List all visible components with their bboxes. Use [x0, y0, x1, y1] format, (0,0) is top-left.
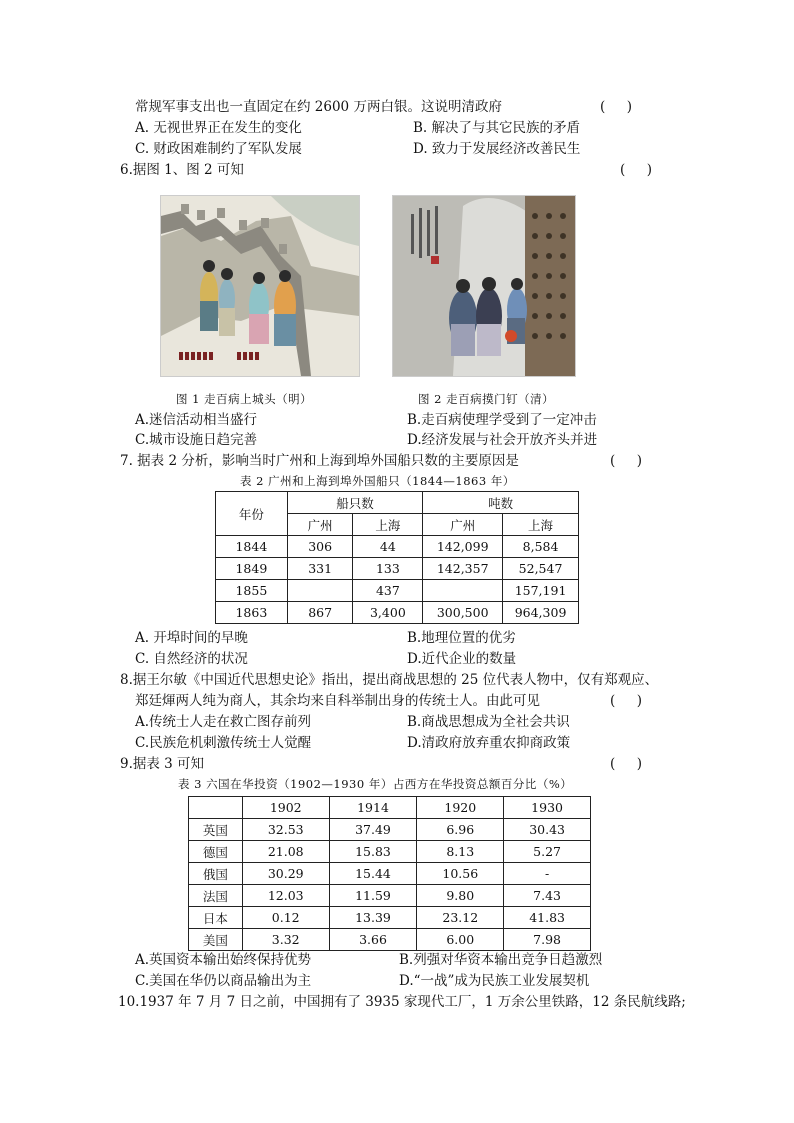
- table3-cell: 10.56: [417, 863, 504, 885]
- q6-option-c: C.城市设施日趋完善: [135, 432, 258, 448]
- table2-cell: 1863: [216, 602, 288, 624]
- q7-option-b: B.地理位置的优劣: [407, 630, 516, 646]
- table2-cell: 306: [287, 536, 353, 558]
- table2-title: 表 2 广州和上海到埠外国船只（1844—1863 年）: [240, 474, 515, 488]
- table3-year-header: 1902: [242, 797, 329, 819]
- table3-year-header: 1914: [329, 797, 417, 819]
- q8-option-b: B.商战思想成为全社会共识: [407, 714, 570, 730]
- table2-cell: [287, 580, 353, 602]
- table3-cell: 3.32: [242, 929, 329, 951]
- table3-cell: 英国: [189, 819, 243, 841]
- table3-cell: 11.59: [329, 885, 417, 907]
- table2-cell: 8,584: [503, 536, 579, 558]
- table2-sub-header: 上海: [503, 514, 579, 536]
- q7-answer-paren: ( ): [610, 453, 642, 469]
- table3-cell: 37.49: [329, 819, 417, 841]
- q7-stem: 7. 据表 2 分析，影响当时广州和上海到埠外国船只数的主要原因是: [120, 453, 519, 469]
- table2-cell: 44: [353, 536, 423, 558]
- table3-title: 表 3 六国在华投资（1902—1930 年）占西方在华投资总额百分比（%）: [178, 777, 573, 791]
- table3-cell: 俄国: [189, 863, 243, 885]
- q6-option-d: D.经济发展与社会开放齐头并进: [407, 432, 598, 448]
- q8-option-a: A.传统士人走在救亡图存前列: [135, 714, 312, 730]
- table2-cell: 1849: [216, 558, 288, 580]
- table2-sub-header: 广州: [287, 514, 353, 536]
- table2-cell: 300,500: [423, 602, 503, 624]
- table3-cell: 23.12: [417, 907, 504, 929]
- table2-cell: 331: [287, 558, 353, 580]
- q9-answer-paren: ( ): [610, 756, 642, 772]
- table-row: [216, 536, 579, 558]
- table3-cell: -: [504, 863, 591, 885]
- figure1-illustration: [161, 196, 359, 376]
- table2-cell: 1855: [216, 580, 288, 602]
- table3-cell: 30.29: [242, 863, 329, 885]
- table-row: [189, 907, 591, 929]
- q9-option-a: A.英国资本输出始终保持优势: [135, 952, 312, 968]
- q9-option-b: B.列强对华资本输出竞争日趋激烈: [399, 952, 603, 968]
- q7-option-c: C. 自然经济的状况: [135, 651, 248, 667]
- q9-stem: 9.据表 3 可知: [120, 756, 205, 772]
- q6-option-a: A.迷信活动相当盛行: [135, 412, 258, 428]
- table2-cell: 437: [353, 580, 423, 602]
- q5-option-b: B. 解决了与其它民族的矛盾: [413, 120, 581, 136]
- q5-stem: 常规军事支出也一直固定在约 2600 万两白银。这说明清政府: [135, 99, 502, 115]
- table2: [215, 491, 579, 624]
- table3-cell: 32.53: [242, 819, 329, 841]
- table3-cell: 美国: [189, 929, 243, 951]
- table3-cell: 6.00: [417, 929, 504, 951]
- table-row: [216, 602, 579, 624]
- table3-cell: 41.83: [504, 907, 591, 929]
- table3-cell: 0.12: [242, 907, 329, 929]
- table3-cell: 9.80: [417, 885, 504, 907]
- table2-cell: 1844: [216, 536, 288, 558]
- table2-sub-header: 广州: [423, 514, 503, 536]
- table-row: [216, 558, 579, 580]
- figure2-illustration: [393, 196, 575, 376]
- table2-cell: 867: [287, 602, 353, 624]
- q6-stem: 6.据图 1、图 2 可知: [120, 162, 244, 178]
- q9-option-c: C.美国在华仍以商品输出为主: [135, 973, 312, 989]
- figure1-painting: [160, 195, 360, 377]
- q8-stem-line2: 郑廷煇两人纯为商人，其余均来自科举制出身的传统士人。由此可见: [135, 693, 540, 709]
- table3-year-header: 1920: [417, 797, 504, 819]
- table3-cell: 15.44: [329, 863, 417, 885]
- q10-stem: 10.1937 年 7 月 7 日之前，中国拥有了 3935 家现代工厂，1 万余公里铁路，12 条民航线路;: [118, 994, 686, 1010]
- q7-option-d: D.近代企业的数量: [407, 651, 517, 667]
- table2-group-tonnage: 吨数: [423, 492, 579, 514]
- q5-option-c: C. 财政困难制约了军队发展: [135, 141, 302, 157]
- q8-answer-paren: ( ): [610, 693, 642, 709]
- table3-cell: 12.03: [242, 885, 329, 907]
- table2-cell: [423, 580, 503, 602]
- table3-cell: 21.08: [242, 841, 329, 863]
- q5-answer-paren: ( ): [600, 99, 632, 115]
- table2-cell: 3,400: [353, 602, 423, 624]
- table-row: [216, 580, 579, 602]
- table2-cell: 133: [353, 558, 423, 580]
- q6-option-b: B.走百病使理学受到了一定冲击: [407, 412, 597, 428]
- table3-cell: 德国: [189, 841, 243, 863]
- table3-corner: [189, 797, 243, 819]
- q8-option-c: C.民族危机刺激传统士人觉醒: [135, 735, 312, 751]
- table2-sub-header: 上海: [353, 514, 423, 536]
- q9-option-d: D.“一战”成为民族工业发展契机: [399, 973, 590, 989]
- figure2-caption: 图 2 走百病摸门钉（清）: [418, 392, 555, 406]
- table3-cell: 8.13: [417, 841, 504, 863]
- table-row: [189, 841, 591, 863]
- table3-cell: 3.66: [329, 929, 417, 951]
- table3-cell: 日本: [189, 907, 243, 929]
- table2-cell: 964,309: [503, 602, 579, 624]
- q8-stem-line1: 8.据王尔敏《中国近代思想史论》指出，提出商战思想的 25 位代表人物中，仅有郑观应、: [120, 672, 659, 688]
- q5-option-d: D. 致力于发展经济改善民生: [413, 141, 581, 157]
- table3-cell: 13.39: [329, 907, 417, 929]
- table3-cell: 7.43: [504, 885, 591, 907]
- table3-cell: 7.98: [504, 929, 591, 951]
- table3-cell: 30.43: [504, 819, 591, 841]
- q8-option-d: D.清政府放弃重农抑商政策: [407, 735, 571, 751]
- table3-cell: 15.83: [329, 841, 417, 863]
- table2-cell: 52,547: [503, 558, 579, 580]
- table3-year-header: 1930: [504, 797, 591, 819]
- q7-option-a: A. 开埠时间的早晚: [135, 630, 248, 646]
- table3-cell: 法国: [189, 885, 243, 907]
- table2-year-header: 年份: [216, 492, 288, 536]
- table-row: [189, 885, 591, 907]
- table2-cell: 142,099: [423, 536, 503, 558]
- figure2-painting: [392, 195, 576, 377]
- table3: [188, 796, 591, 951]
- table3-cell: 6.96: [417, 819, 504, 841]
- table2-cell: 157,191: [503, 580, 579, 602]
- table2-cell: 142,357: [423, 558, 503, 580]
- table-row: [189, 929, 591, 951]
- table2-group-ships: 船只数: [287, 492, 423, 514]
- table3-cell: 5.27: [504, 841, 591, 863]
- table-row: [189, 819, 591, 841]
- figure1-caption: 图 1 走百病上城头（明）: [176, 392, 313, 406]
- q5-option-a: A. 无视世界正在发生的变化: [135, 120, 302, 136]
- q6-answer-paren: ( ): [620, 162, 652, 178]
- table-row: [189, 863, 591, 885]
